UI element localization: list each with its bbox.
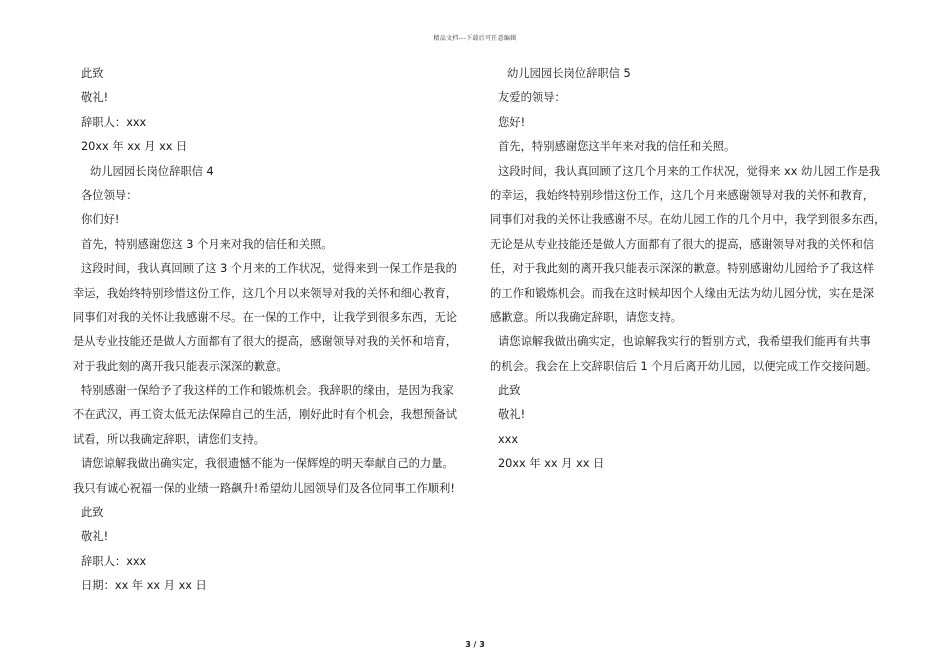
right-column [490,64,886,479]
text-line: 辞职人：xxx [81,554,147,568]
text-line: 您好! [498,115,526,129]
text-line: 这段时间，我认真回顾了这几个月来的工作状况，觉得来 xx 幼儿园工作是我 [498,164,881,178]
text-line: 你们好! [81,213,120,227]
text-line: 是从专业技能还是做人方面都有了很大的提高，感谢领导对我的关怀和培育， [73,335,458,349]
text-line: 试看，所以我确定辞职，请您们支持。 [73,432,266,446]
text-line: 不在武汉，再工资太低无法保障自己的生活，刚好此时有个机会，我想预备试 [73,408,458,422]
text-line: 友爱的领导： [498,91,566,105]
text-line: 敬礼! [498,408,526,422]
text-line: 首先，特别感谢您这半年来对我的信任和关照。 [498,140,736,154]
text-line: 幼儿园园长岗位辞职信 4 [90,164,214,178]
text-line: 辞职人：xxx [81,115,147,129]
text-line: 此致 [81,506,104,520]
text-line: 敬礼! [81,91,109,105]
text-line: 无论是从专业技能还是做人方面都有了很大的提高，感谢领导对我的关怀和信 [490,237,875,251]
text-line: 20xx 年 xx 月 xx 日 [498,457,605,471]
text-line: 幸运，我始终特别珍惜这份工作，这几个月以来领导对我的关怀和细心教育， [73,286,458,300]
text-line: 幼儿园园长岗位辞职信 5 [507,67,631,80]
text-line: 日期：xx 年 xx 月 xx 日 [81,579,207,593]
text-line: 各位领导： [81,188,138,202]
text-line: 首先，特别感谢您这 3 个月来对我的信任和关照。 [81,237,333,251]
text-line: 敬礼! [81,530,109,544]
text-line: 这段时间，我认真回顾了这 3 个月来的工作状况，觉得来到一保工作是我的 [81,262,457,276]
text-line: 此致 [498,384,521,398]
text-line: 的工作和锻炼机会。而我在这时候却因个人缘由无法为幼儿园分忧，实在是深 [490,286,875,300]
text-line: xxx [498,432,519,446]
left-column [73,64,456,601]
text-line: 请您谅解我做出确实定，我很遗憾不能为一保辉煌的明天奉献自己的力量。 [81,457,454,471]
text-line: 特别感谢一保给予了我这样的工作和锻炼机会。我辞职的缘由，是因为我家 [81,384,454,398]
text-line: 此致 [81,67,104,80]
text-line: 请您谅解我做出确实定，也谅解我实行的暂别方式，我希望我们能再有共事 [498,335,871,349]
text-line: 的幸运，我始终特别珍惜这份工作，这几个月来感谢领导对我的关怀和教育， [490,188,875,202]
text-line: 对于我此刻的离开我只能表示深深的歉意。 [73,359,288,373]
page-header: 精品文档---下载后可任意编辑 [433,35,517,42]
text-line: 感歉意。所以我确定辞职，请您支持。 [490,310,683,324]
text-line: 同事们对我的关怀让我感谢不尽。在一保的工作中，让我学到很多东西，无论 [73,310,458,324]
text-line: 任，对于我此刻的离开我只能表示深深的歉意。特别感谢幼儿园给予了我这样 [490,262,875,276]
text-line: 20xx 年 xx 月 xx 日 [81,140,188,154]
text-line: 我只有诚心祝福一保的业绩一路飙升!希望幼儿园领导们及各位同事工作顺利! [73,481,455,495]
text-line: 同事们对我的关怀让我感谢不尽。在幼儿园工作的几个月中，我学到很多东西， [490,213,886,227]
page-number: 3 / 3 [465,640,485,649]
text-line: 的机会。我会在上交辞职信后 1 个月后离开幼儿园，以便完成工作交接问题。 [490,359,878,373]
